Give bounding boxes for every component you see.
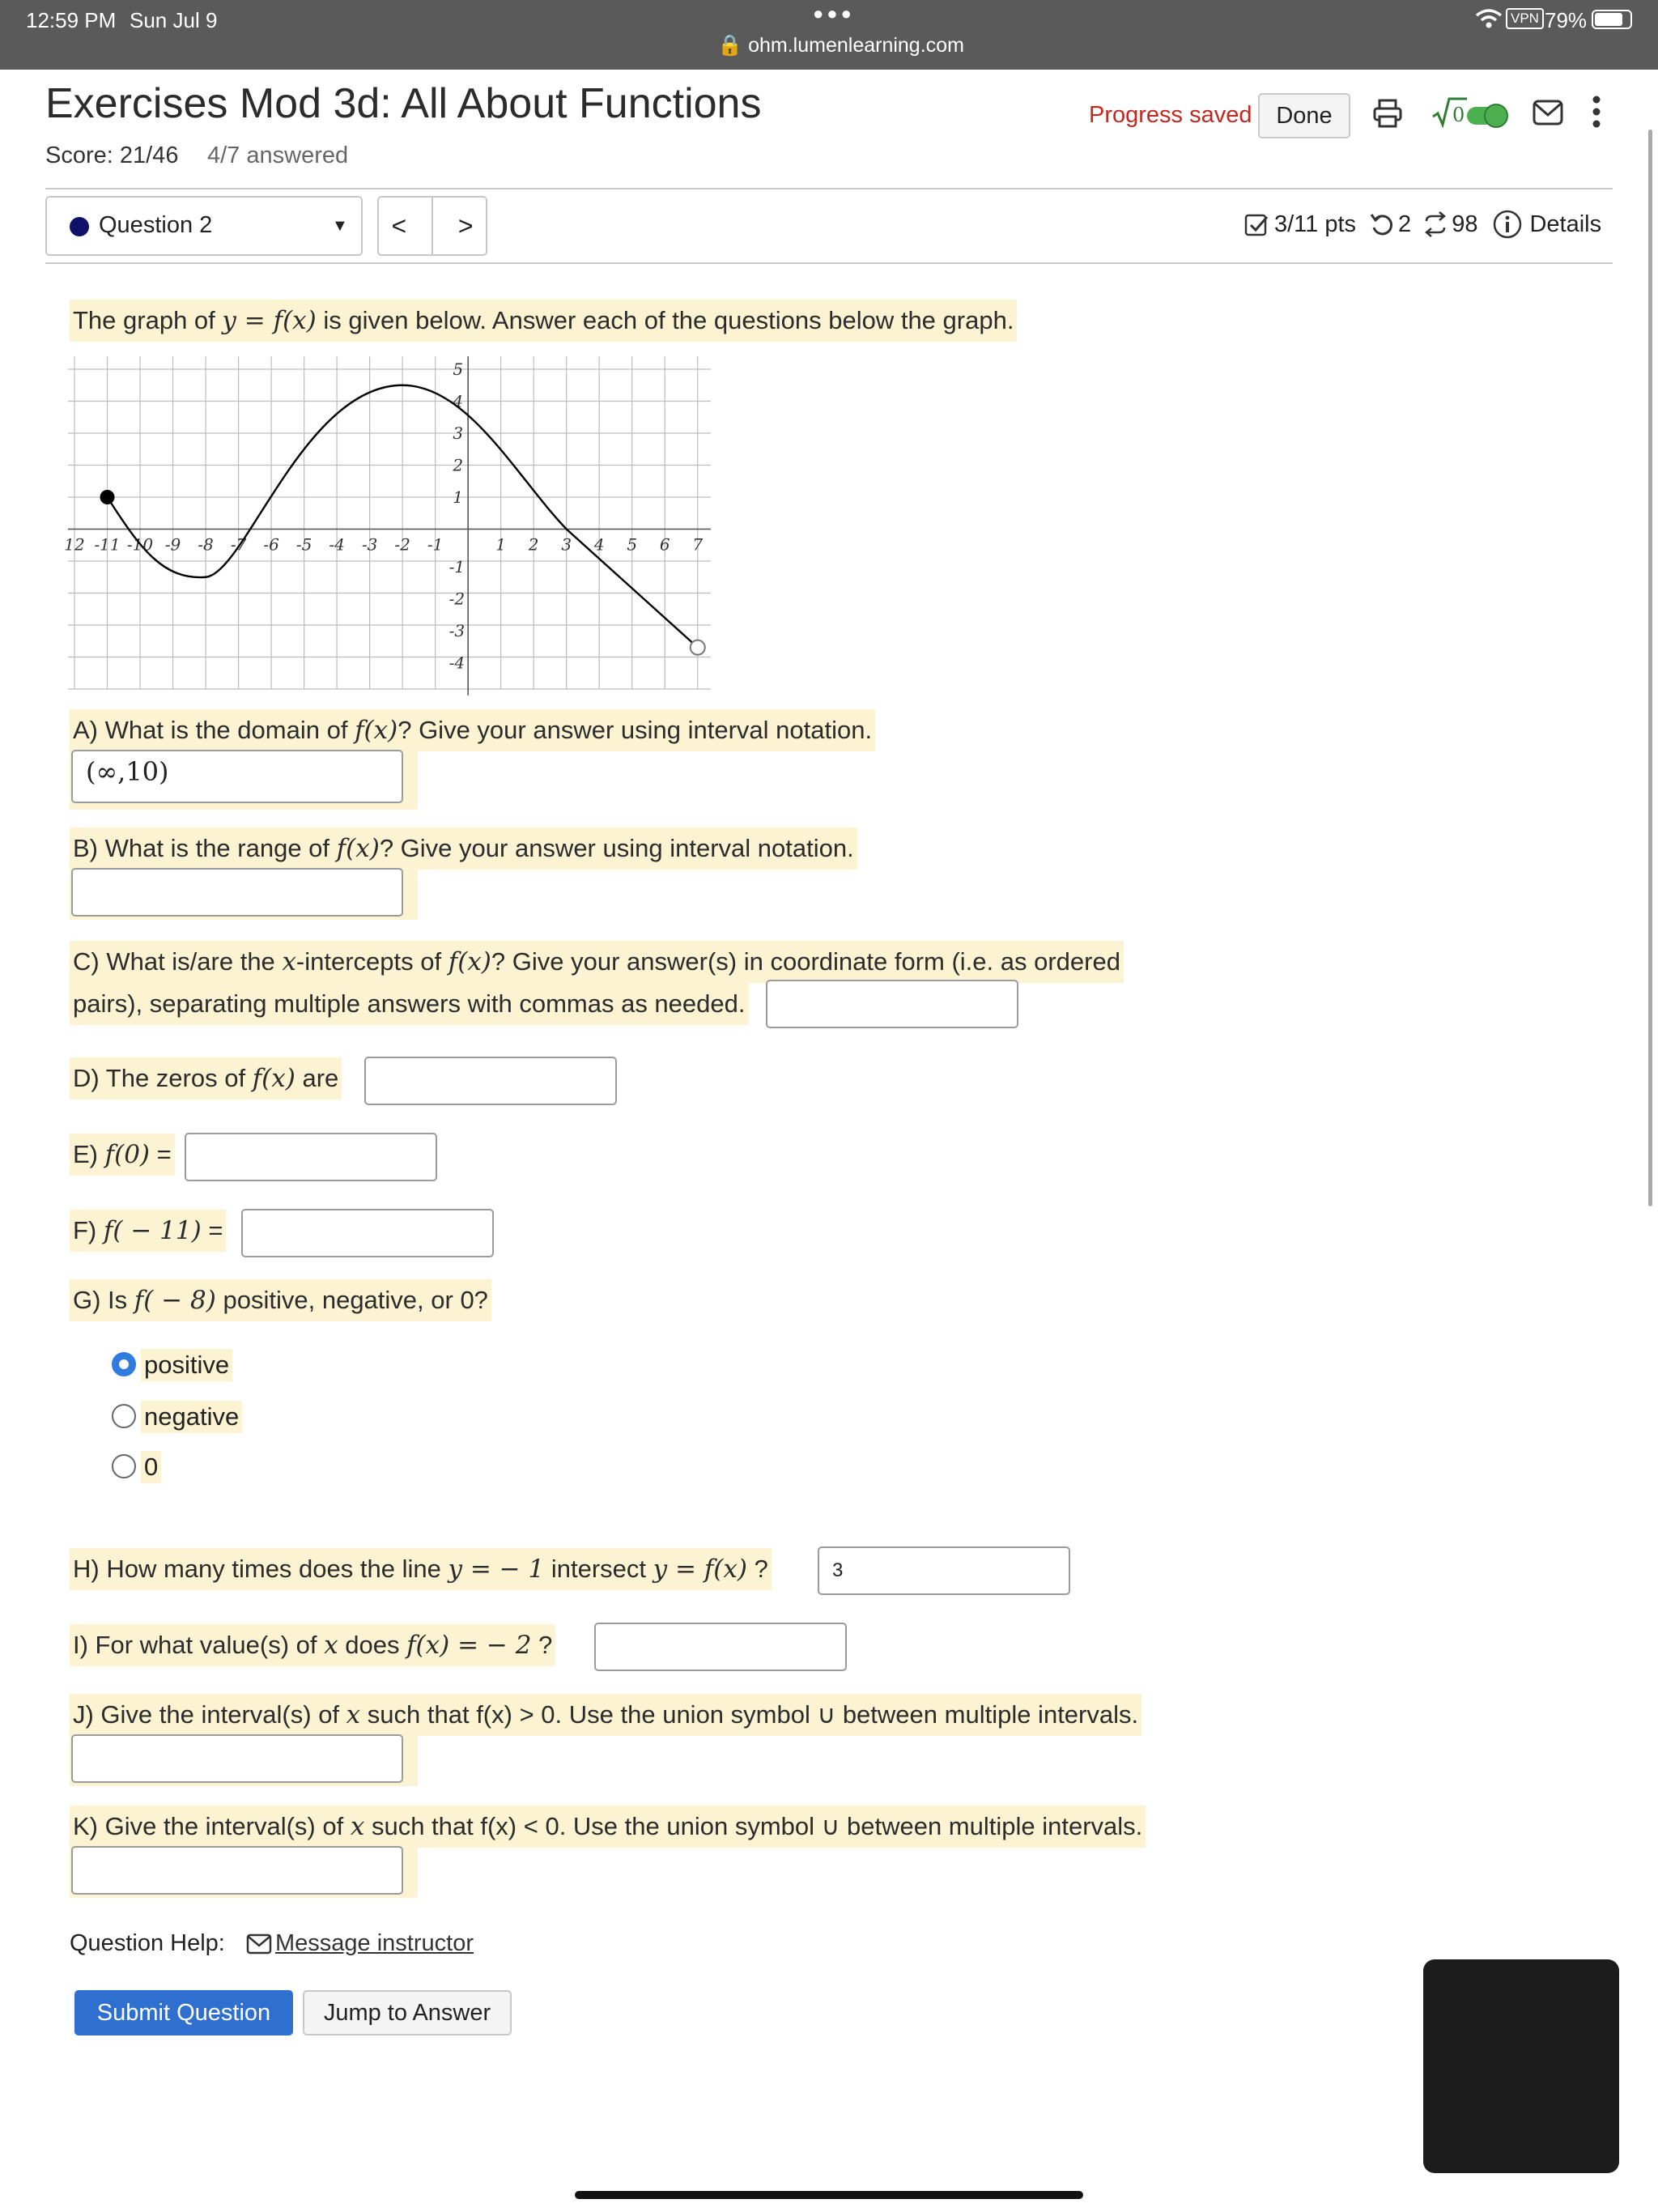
jump-to-answer-button[interactable]: Jump to Answer (303, 1990, 512, 2035)
question-a-text: A) What is the domain of f(x)? Give your answer using interval notation. (70, 709, 875, 751)
domain-answer-input[interactable]: (∞,10) (71, 750, 403, 803)
y-tick-label: 4 (453, 391, 464, 411)
question-i-text: I) For what value(s) of x does f(x) = − 2 ? (70, 1624, 555, 1666)
svg-text:0: 0 (1452, 104, 1465, 126)
home-indicator[interactable] (575, 2191, 1083, 2199)
x-intercepts-answer-input[interactable] (766, 980, 1018, 1028)
x-tick-label: -10 (126, 534, 154, 555)
x-tick-label: 6 (659, 534, 670, 555)
x-tick-label: -11 (94, 534, 121, 555)
function-graph (64, 359, 725, 692)
header-divider (45, 188, 1613, 189)
next-question-button[interactable]: > (457, 211, 474, 240)
radio-zero[interactable] (112, 1454, 136, 1478)
attempts-count: 98 (1452, 211, 1478, 237)
radio-positive[interactable] (112, 1352, 136, 1376)
y-tick-label: -4 (449, 653, 466, 673)
question-j-text: J) Give the interval(s) of x such that f(x) > 0. Use the union symbol ∪ between multiple intervals. (70, 1694, 1141, 1736)
x-tick-label: -2 (394, 534, 410, 555)
positive-interval-answer-input[interactable] (71, 1734, 403, 1783)
x-tick-label: 4 (593, 534, 605, 555)
question-g-text: G) Is f( − 8) positive, negative, or 0? (70, 1279, 491, 1321)
attempts-icon (1422, 211, 1448, 237)
x-tick-label: -3 (361, 534, 378, 555)
radio-negative[interactable] (112, 1404, 136, 1428)
status-date: Sun Jul 9 (130, 8, 218, 32)
question-status-dot (70, 217, 89, 236)
y-tick-label: 1 (453, 487, 464, 507)
score-text: Score: 21/46 (45, 143, 179, 168)
y-tick-label: -2 (449, 589, 466, 609)
y-tick-label: 2 (453, 455, 464, 475)
x-tick-label: 12 (64, 534, 85, 555)
negative-interval-answer-input[interactable] (71, 1846, 403, 1895)
info-icon (1492, 209, 1523, 240)
question-d-text: D) The zeros of f(x) are (70, 1057, 342, 1100)
page-title: Exercises Mod 3d: All About Functions (45, 80, 762, 127)
x-tick-label: -4 (329, 534, 345, 555)
details-link[interactable]: Details (1492, 209, 1601, 240)
question-c-text-line2: pairs), separating multiple answers with commas as needed. (70, 983, 749, 1025)
print-icon[interactable] (1371, 97, 1404, 130)
points-info (1244, 209, 1601, 240)
message-icon (246, 1933, 272, 1955)
more-options-icon[interactable] (1588, 94, 1605, 130)
f-of-neg-11-answer-input[interactable] (241, 1209, 494, 1257)
question-nav (377, 196, 487, 256)
question-c-text: C) What is/are the x-intercepts of f(x)? Give your answer(s) in coordinate form (i.e. as ordered (70, 941, 1124, 983)
points-check-icon (1244, 211, 1269, 237)
battery-percent: 79% (1545, 8, 1588, 32)
submit-question-button[interactable]: Submit Question (74, 1990, 293, 2035)
mail-icon[interactable] (1532, 99, 1564, 126)
page-scrollbar[interactable] (1648, 130, 1652, 1206)
range-answer-input[interactable] (71, 868, 403, 917)
question-f-text: F) f( − 11) = (70, 1210, 226, 1252)
progress-saved-status: Progress saved (1089, 102, 1252, 128)
x-tick-label: -1 (427, 534, 444, 555)
y-tick-label: -3 (449, 621, 466, 640)
closed-endpoint (100, 490, 115, 504)
math-entry-toggle-icon[interactable] (1431, 94, 1512, 133)
vpn-badge: VPN (1506, 8, 1544, 29)
points-value: 3/11 pts (1274, 211, 1357, 237)
dropdown-caret-icon: ▼ (332, 217, 348, 235)
x-tick-label: 2 (528, 534, 539, 555)
question-b-text: B) What is the range of f(x)? Give your answer using interval notation. (70, 827, 857, 870)
intersections-answer-input[interactable]: 3 (818, 1546, 1070, 1595)
radio-positive-label: positive (141, 1349, 232, 1381)
question-k-text: K) Give the interval(s) of x such that f(x) < 0. Use the union symbol ∪ between multiple intervals. (70, 1806, 1146, 1848)
question-bar-divider (45, 262, 1613, 264)
status-bar (0, 0, 1658, 70)
y-tick-label: 5 (453, 359, 464, 379)
message-instructor-link[interactable]: Message instructor (246, 1930, 474, 1957)
question-selector[interactable]: Question 2 ▼ (45, 196, 363, 256)
radio-negative-label: negative (141, 1401, 242, 1433)
x-tick-label: -5 (295, 534, 312, 555)
y-tick-label: 3 (453, 423, 464, 443)
wifi-icon (1475, 8, 1503, 29)
x-tick-label: 1 (495, 534, 507, 555)
x-tick-label: -8 (198, 534, 214, 555)
question-e-text: E) f(0) = (70, 1134, 175, 1176)
f-of-0-answer-input[interactable] (185, 1133, 437, 1181)
retry-icon (1369, 211, 1395, 237)
x-tick-label: -9 (164, 534, 181, 555)
x-tick-label: -7 (230, 534, 247, 555)
zeros-answer-input[interactable] (364, 1057, 617, 1105)
battery-icon (1592, 10, 1632, 29)
x-tick-label: -6 (263, 534, 279, 555)
floating-panel[interactable] (1423, 1959, 1619, 2173)
done-button[interactable]: Done (1258, 93, 1350, 138)
url-bar[interactable]: 🔒 ohm.lumenlearning.com (717, 34, 964, 57)
y-tick-label: -1 (449, 557, 466, 576)
question-intro: The graph of y = f(x) is given below. Answer each of the questions below the graph. (70, 300, 1017, 342)
x-tick-label: 3 (561, 534, 572, 555)
x-value-answer-input[interactable] (594, 1623, 847, 1671)
open-endpoint (691, 640, 705, 655)
multitask-dots-icon[interactable]: ●●● (813, 3, 855, 23)
lock-icon: 🔒 (717, 34, 743, 57)
previous-question-button[interactable]: < (391, 211, 407, 240)
answered-count: 4/7 answered (207, 143, 349, 168)
x-tick-label: 5 (627, 534, 638, 555)
radio-zero-label: 0 (141, 1451, 161, 1483)
x-tick-label: 7 (692, 534, 704, 555)
status-time: 12:59 PM (26, 8, 117, 32)
question-h-text: H) How many times does the line y = − 1 intersect y = f(x) ? (70, 1548, 772, 1590)
retries-count: 2 (1398, 211, 1412, 237)
question-help-label: Question Help: (70, 1930, 225, 1956)
